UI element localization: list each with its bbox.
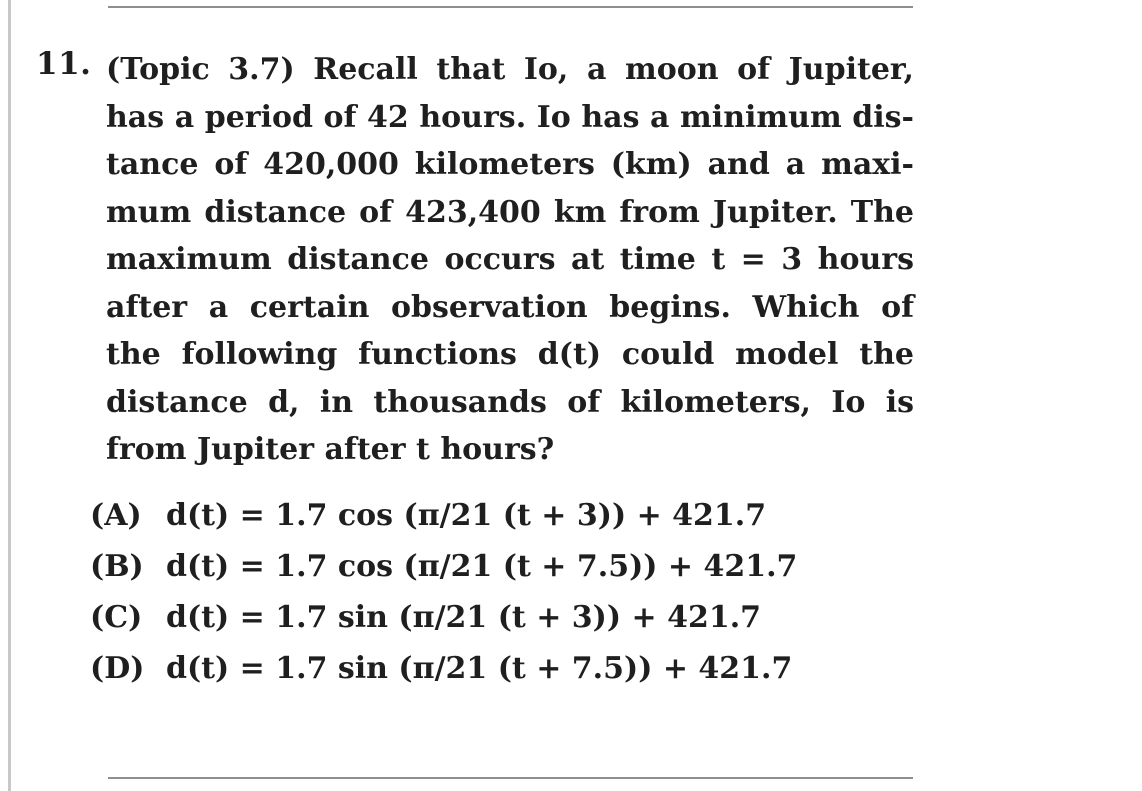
bottom-divider xyxy=(108,777,913,779)
left-margin-rule xyxy=(8,0,11,791)
top-divider xyxy=(108,6,913,8)
choice-letter: (B) xyxy=(90,549,144,584)
choice-a[interactable] xyxy=(90,490,910,541)
choice-b[interactable] xyxy=(90,541,910,592)
stem-line: maximum distance occurs at time t = 3 hours xyxy=(106,242,914,277)
choice-letter: (A) xyxy=(90,498,142,533)
choice-letter: (D) xyxy=(90,651,145,686)
stem-line: (Topic 3.7) Recall that Io, a moon of Jupiter, xyxy=(106,52,914,87)
stem-line: tance of 420,000 kilometers (km) and a maxi- xyxy=(106,147,914,182)
stem-line: mum distance of 423,400 km from Jupiter. The xyxy=(106,194,914,230)
stem-line: the following functions d(t) could model the xyxy=(106,337,914,372)
stem-line: after a certain observation begins. Which of xyxy=(106,289,914,325)
choice-expression: d(t) = 1.7 cos (π/21 (t + 3)) + 421.7 xyxy=(166,498,767,533)
choice-letter: (C) xyxy=(90,600,143,635)
choice-c[interactable] xyxy=(90,592,910,643)
answer-choices xyxy=(90,490,910,694)
choice-d[interactable] xyxy=(90,643,910,694)
stem-line: from Jupiter after t hours? xyxy=(106,432,555,467)
question-stem xyxy=(106,46,914,474)
choice-expression: d(t) = 1.7 sin (π/21 (t + 3)) + 421.7 xyxy=(166,600,762,635)
stem-line: distance d, in thousands of kilometers, Io is xyxy=(106,384,914,420)
stem-line: has a period of 42 hours. Io has a minimum dis- xyxy=(106,99,914,135)
question-number: 11. xyxy=(36,46,92,82)
choice-expression: d(t) = 1.7 cos (π/21 (t + 7.5)) + 421.7 xyxy=(166,549,798,584)
choice-expression: d(t) = 1.7 sin (π/21 (t + 7.5)) + 421.7 xyxy=(166,651,793,686)
